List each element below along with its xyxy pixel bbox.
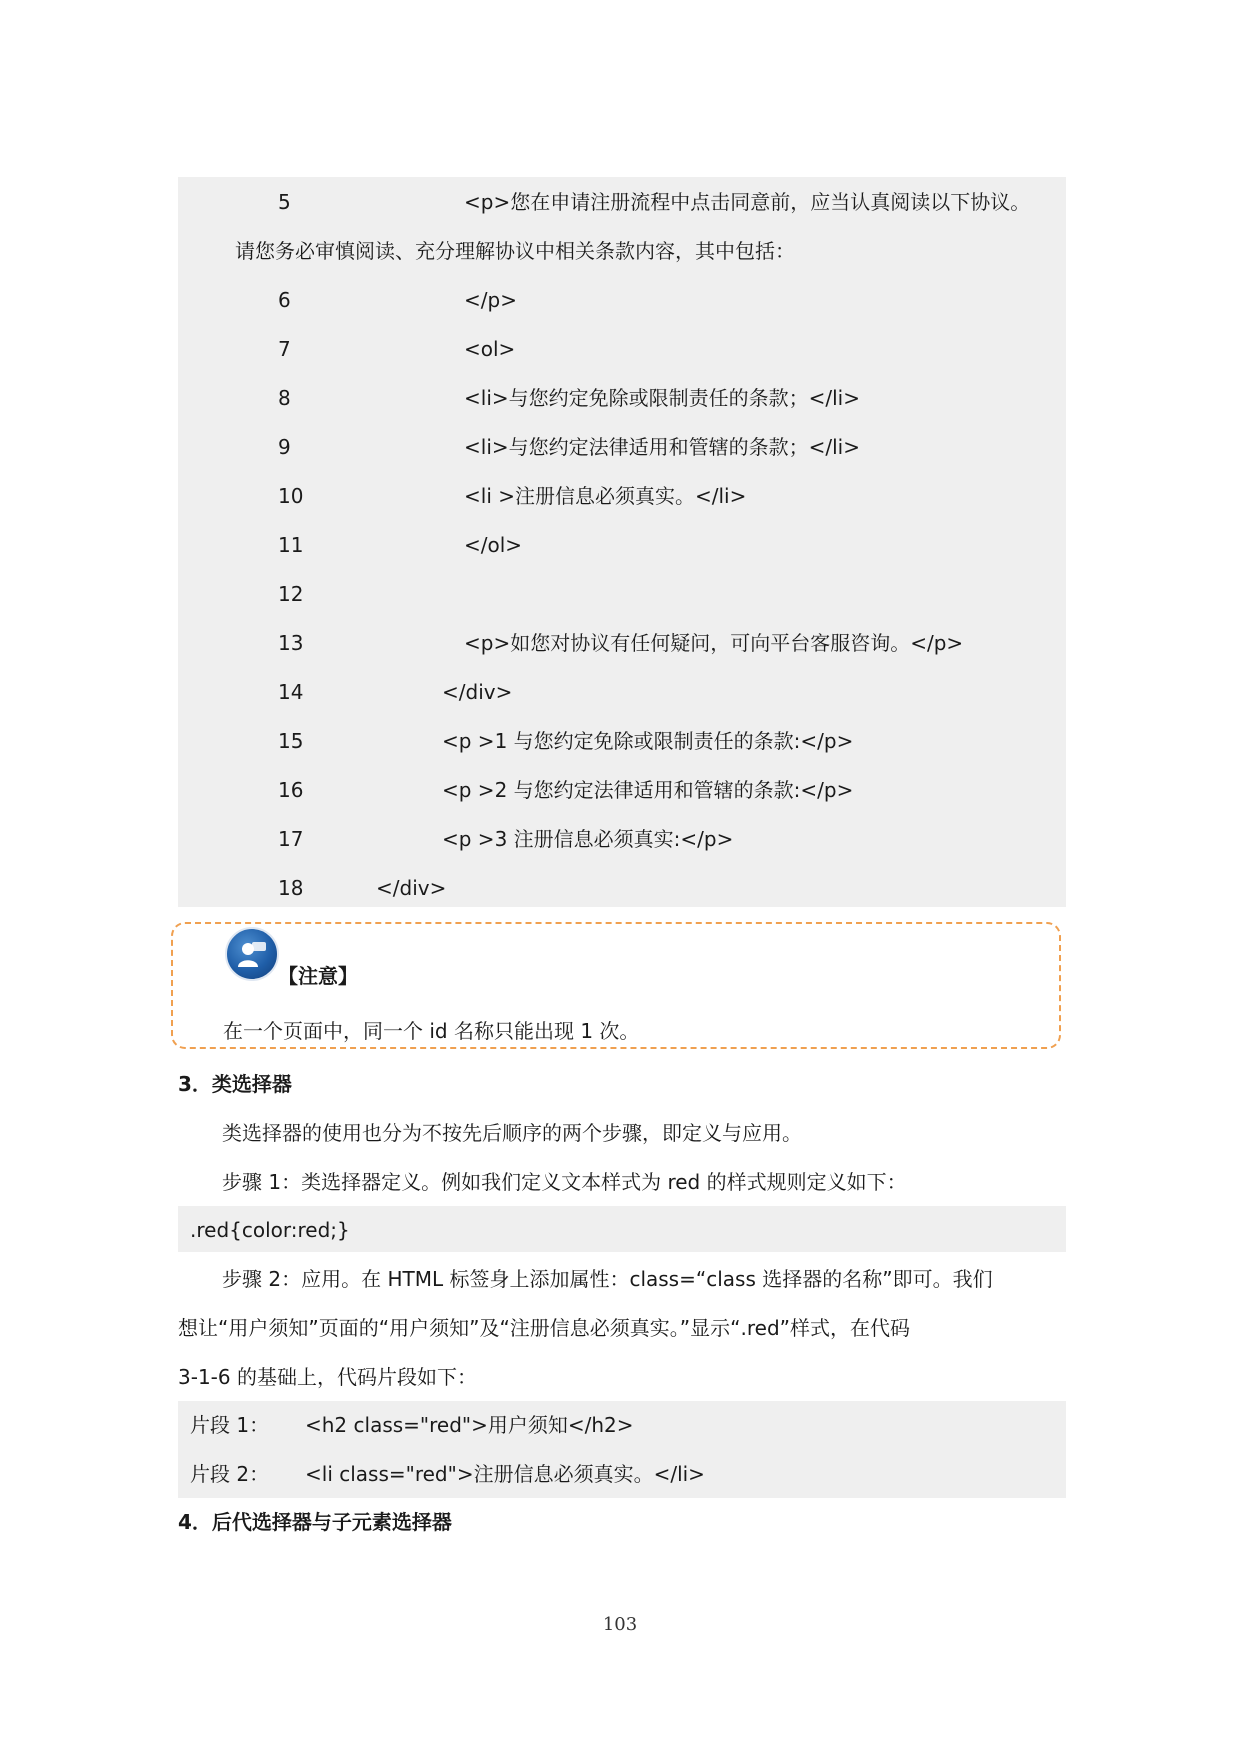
line-number: 12 [278, 582, 304, 606]
note-box [171, 922, 1061, 1049]
code-listing [178, 177, 1066, 907]
line-number: 6 [278, 288, 291, 312]
line-number: 5 [278, 190, 291, 214]
line-number: 7 [278, 337, 291, 361]
note-text: 在一个页面中，同一个 id 名称只能出现 1 次。 [223, 1019, 640, 1043]
code-line: <p >1 与您约定免除或限制责任的条款:</p> [442, 729, 854, 753]
presenter-icon [225, 927, 279, 981]
paragraph: 步骤 1：类选择器定义。例如我们定义文本样式为 red 的样式规则定义如下： [222, 1170, 907, 1194]
paragraph: 类选择器的使用也分为不按先后顺序的两个步骤，即定义与应用。 [222, 1121, 802, 1145]
code-line: <ol> [464, 337, 516, 361]
code-line: <p>您在申请注册流程中点击同意前，应当认真阅读以下协议。 [464, 190, 1031, 214]
fragment-code: <li class="red">注册信息必须真实。</li> [305, 1462, 705, 1486]
paragraph: 想让“用户须知”页面的“用户须知”及“注册信息必须真实。”显示“.red”样式，在代码 [178, 1316, 911, 1340]
fragment-label: 片段 2： [190, 1462, 270, 1486]
paragraph: 3-1-6 的基础上，代码片段如下： [178, 1365, 477, 1389]
code-line: <p>如您对协议有任何疑问，可向平台客服咨询。</p> [464, 631, 964, 655]
section-heading: 3．类选择器 [178, 1072, 292, 1096]
code-line: </div> [376, 876, 447, 900]
code-line: </ol> [464, 533, 523, 557]
code-line-continuation: 请您务必审慎阅读、充分理解协议中相关条款内容，其中包括： [235, 239, 795, 263]
line-number: 17 [278, 827, 304, 851]
code-line: <p >3 注册信息必须真实:</p> [442, 827, 734, 851]
code-line: <li >注册信息必须真实。</li> [464, 484, 747, 508]
line-number: 9 [278, 435, 291, 459]
fragment-code: <h2 class="red">用户须知</h2> [305, 1413, 634, 1437]
line-number: 13 [278, 631, 304, 655]
line-number: 18 [278, 876, 304, 900]
line-number: 15 [278, 729, 304, 753]
paragraph: 步骤 2：应用。在 HTML 标签身上添加属性：class=“class 选择器的名称”即可。我们 [222, 1267, 993, 1291]
line-number: 11 [278, 533, 304, 557]
line-number: 16 [278, 778, 304, 802]
code-line: <p >2 与您约定法律适用和管辖的条款:</p> [442, 778, 854, 802]
section-heading: 4．后代选择器与子元素选择器 [178, 1510, 452, 1534]
line-number: 14 [278, 680, 304, 704]
note-title: 【注意】 [278, 964, 358, 988]
line-number: 8 [278, 386, 291, 410]
code-snippet: .red{color:red;} [190, 1218, 350, 1242]
code-snippet-block [178, 1206, 1066, 1252]
line-number: 10 [278, 484, 304, 508]
fragment-label: 片段 1： [190, 1413, 270, 1437]
code-line: <li>与您约定法律适用和管辖的条款；</li> [464, 435, 860, 459]
fragments-block [178, 1401, 1066, 1498]
code-line: <li>与您约定免除或限制责任的条款；</li> [464, 386, 860, 410]
code-line: </p> [464, 288, 517, 312]
code-line: </div> [442, 680, 513, 704]
page-number: 103 [602, 1614, 638, 1635]
